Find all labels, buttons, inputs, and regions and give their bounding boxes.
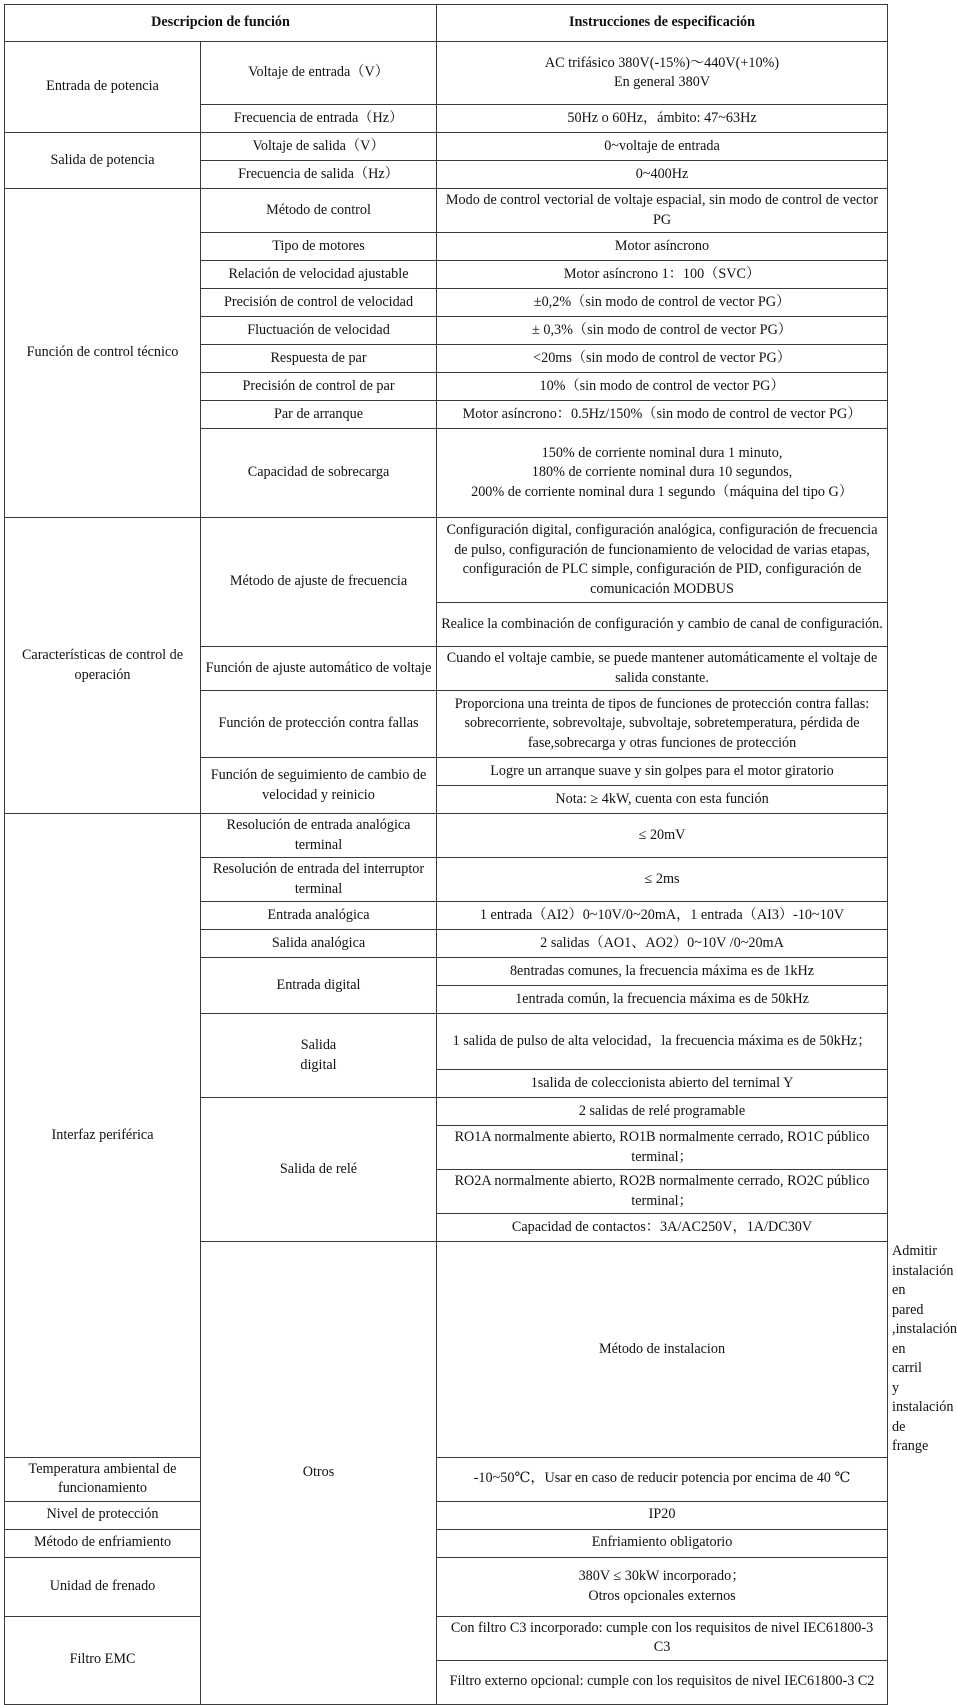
item-value: AC trifásico 380V(-15%)～440V(+10%) En general 380V	[437, 42, 888, 105]
header-row	[5, 5, 888, 42]
table-row	[5, 189, 888, 233]
item-name: Salida analógica	[201, 930, 437, 958]
table-row	[5, 1529, 888, 1557]
section-label: Otros	[201, 1242, 437, 1705]
item-name: Temperatura ambiental de funcionamiento	[5, 1457, 201, 1501]
item-name: Método de ajuste de frecuencia	[201, 518, 437, 647]
item-value: 8entradas comunes, la frecuencia máxima es de 1kHz	[437, 958, 888, 986]
item-value: ±0,2%（sin modo de control de vector PG）	[437, 289, 888, 317]
item-name: Entrada digital	[201, 958, 437, 1014]
item-name: Filtro EMC	[5, 1616, 201, 1704]
spec-table	[4, 4, 957, 1705]
item-value: RO1A normalmente abierto, RO1B normalmente cerrado, RO1C público terminal；	[437, 1126, 888, 1170]
section-label: Función de control técnico	[5, 189, 201, 518]
item-name: Nivel de protección	[5, 1501, 201, 1529]
table-row	[5, 133, 888, 161]
section-label: Entrada de potencia	[5, 42, 201, 133]
item-value: Filtro externo opcional: cumple con los requisitos de nivel IEC61800-3 C2	[437, 1660, 888, 1704]
table-row	[5, 1616, 888, 1660]
item-name: Voltaje de entrada（V）	[201, 42, 437, 105]
item-value: Motor asíncrono：0.5Hz/150%（sin modo de control de vector PG）	[437, 401, 888, 429]
section-label: Características de control de operación	[5, 518, 201, 814]
item-name: Salida de relé	[201, 1098, 437, 1242]
table-row	[5, 814, 888, 858]
item-name: Resolución de entrada analógica terminal	[201, 814, 437, 858]
item-value: 2 salidas de relé programable	[437, 1098, 888, 1126]
item-name: Frecuencia de salida（Hz）	[201, 161, 437, 189]
item-value: ± 0,3%（sin modo de control de vector PG）	[437, 317, 888, 345]
item-value: -10~50℃，Usar en caso de reducir potencia por encima de 40 ℃	[437, 1457, 888, 1501]
item-value: Modo de control vectorial de voltaje espacial, sin modo de control de vector PG	[437, 189, 888, 233]
item-name: Par de arranque	[201, 401, 437, 429]
item-value: <20ms（sin modo de control de vector PG）	[437, 345, 888, 373]
item-name: Precisión de control de par	[201, 373, 437, 401]
item-name: Respuesta de par	[201, 345, 437, 373]
item-value: Logre un arranque suave y sin golpes para el motor giratorio	[437, 758, 888, 786]
item-value: 1entrada común, la frecuencia máxima es de 50kHz	[437, 986, 888, 1014]
item-name: Capacidad de sobrecarga	[201, 429, 437, 518]
item-value: 2 salidas（AO1、AO2）0~10V /0~20mA	[437, 930, 888, 958]
item-value: 150% de corriente nominal dura 1 minuto, 180% de corriente nominal dura 10 segundos, 200% de corriente nominal dura 1 segundo（máquina del tipo G）	[437, 429, 888, 518]
item-name: Relación de velocidad ajustable	[201, 261, 437, 289]
item-value: 10%（sin modo de control de vector PG）	[437, 373, 888, 401]
item-name: Fluctuación de velocidad	[201, 317, 437, 345]
table-row	[5, 1557, 888, 1616]
item-value: IP20	[437, 1501, 888, 1529]
item-value: Nota: ≥ 4kW, cuenta con esta función	[437, 786, 888, 814]
item-name: Precisión de control de velocidad	[201, 289, 437, 317]
item-value: 0~400Hz	[437, 161, 888, 189]
table-row: Otros Método de instalacion Admitir instalación en pared ,instalación en carril y instalación de frange	[5, 1242, 888, 1458]
section-label: Salida de potencia	[5, 133, 201, 189]
item-value: 1salida de coleccionista abierto del ternimal Y	[437, 1070, 888, 1098]
item-name: Frecuencia de entrada（Hz）	[201, 105, 437, 133]
item-value: Cuando el voltaje cambie, se puede mantener automáticamente el voltaje de salida constante.	[437, 647, 888, 691]
item-name: Unidad de frenado	[5, 1557, 201, 1616]
table-row	[5, 1501, 888, 1529]
item-value: 380V ≤ 30kW incorporado； Otros opcionales externos	[437, 1557, 888, 1616]
item-name: Método de enfriamiento	[5, 1529, 201, 1557]
table-row	[5, 42, 888, 105]
item-value: Motor asíncrono	[437, 233, 888, 261]
item-name: Salida digital	[201, 1014, 437, 1098]
item-value: Capacidad de contactos：3A/AC250V，1A/DC30V	[437, 1214, 888, 1242]
table-row	[5, 1457, 888, 1501]
item-name: Tipo de motores	[201, 233, 437, 261]
item-name: Función de seguimiento de cambio de velocidad y reinicio	[201, 758, 437, 814]
item-name: Voltaje de salida（V）	[201, 133, 437, 161]
item-name: Método de control	[201, 189, 437, 233]
header-function: Descripcion de función	[5, 5, 437, 42]
item-value: RO2A normalmente abierto, RO2B normalmente cerrado, RO2C público terminal；	[437, 1170, 888, 1214]
item-value: ≤ 2ms	[437, 858, 888, 902]
table-row	[5, 518, 888, 603]
item-value: Configuración digital, configuración analógica, configuración de frecuencia de pulso, configuración de funcionamiento de velocidad de varias etapas, configuración de PLC simple, configuración de PID, configuración de comunicación MODBUS	[437, 518, 888, 603]
item-name: Método de instalacion	[437, 1242, 888, 1458]
item-value: 1 entrada（AI2）0~10V/0~20mA，1 entrada（AI3）-10~10V	[437, 902, 888, 930]
item-value: Enfriamiento obligatorio	[437, 1529, 888, 1557]
item-value: Con filtro C3 incorporado: cumple con los requisitos de nivel IEC61800-3 C3	[437, 1616, 888, 1660]
item-name: Función de ajuste automático de voltaje	[201, 647, 437, 691]
section-label: Interfaz periférica	[5, 814, 201, 1458]
item-name: Entrada analógica	[201, 902, 437, 930]
item-name: Resolución de entrada del interruptor terminal	[201, 858, 437, 902]
item-value: Proporciona una treinta de tipos de funciones de protección contra fallas: sobrecorriente, sobrevoltaje, subvoltaje, sobretemperatura, pérdida de fase,sobrecarga y otras funciones de protección	[437, 691, 888, 758]
item-value: 1 salida de pulso de alta velocidad，la frecuencia máxima es de 50kHz；	[437, 1014, 888, 1070]
item-value: Motor asíncrono 1：100（SVC）	[437, 261, 888, 289]
header-spec: Instrucciones de especificación	[437, 5, 888, 42]
item-value: 0~voltaje de entrada	[437, 133, 888, 161]
item-value: Realice la combinación de configuración y cambio de canal de configuración.	[437, 603, 888, 647]
item-name: Función de protección contra fallas	[201, 691, 437, 758]
item-value: 50Hz o 60Hz，ámbito: 47~63Hz	[437, 105, 888, 133]
item-value: ≤ 20mV	[437, 814, 888, 858]
